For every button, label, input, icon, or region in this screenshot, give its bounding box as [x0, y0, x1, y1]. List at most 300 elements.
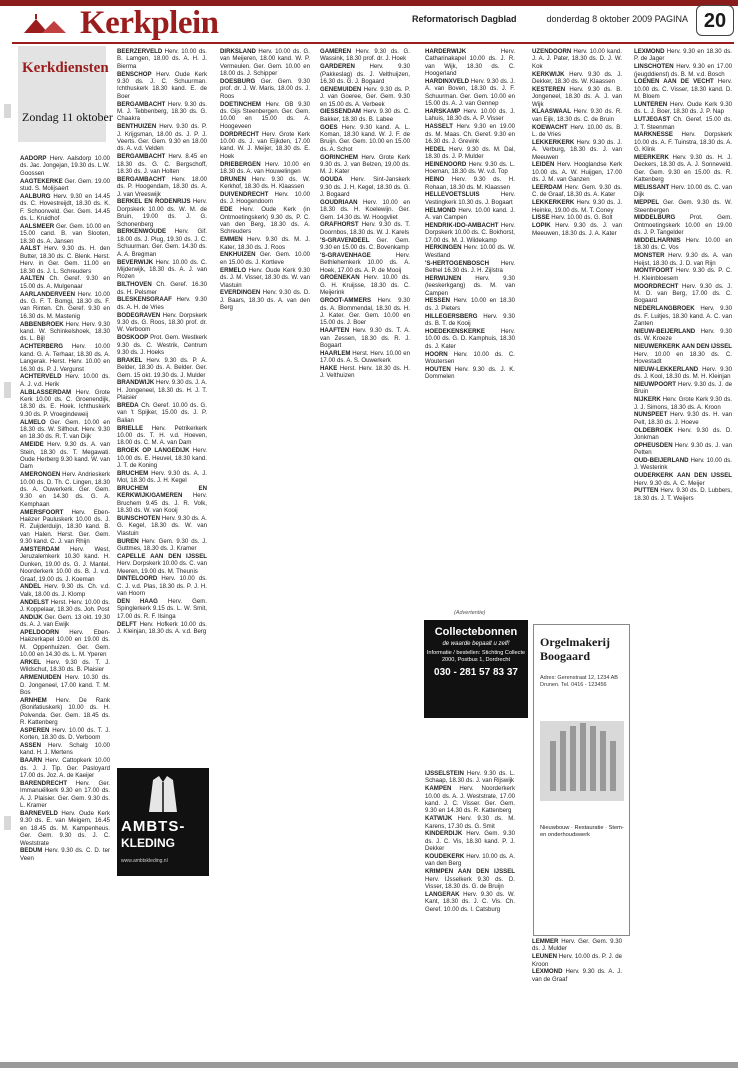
orgel-extra: Nieuwbouw · Restauratie · Stem- en onderhoudswerk — [540, 825, 624, 839]
listing-entry — [532, 86, 622, 108]
listing-place: KAMPEN — [425, 785, 452, 793]
listing-text: Herv. 10.00 en 18.30 ds. C. Hovestadt — [634, 350, 732, 365]
listing-entry — [220, 101, 310, 131]
listing-text: Herv. 9.30 ds. H. van Pelt, 18.30 ds. J. Hoeve — [634, 411, 732, 426]
listing-place: BUREN — [117, 537, 139, 545]
listing-text: Herv. 10.00 kand. J. A. J. Pater, 18.30 ds. D. J. W. Kok — [532, 48, 622, 70]
listing-text: Herv. Schalg 10.00 kand. H. J. Mertens — [20, 742, 110, 757]
listing-place: ANDIJK — [20, 613, 43, 621]
listing-entry — [220, 236, 310, 251]
listing-entry — [117, 470, 207, 485]
listing-place: BERGAMBACHT — [117, 175, 166, 183]
listing-place: BRIELLE — [117, 424, 144, 432]
listing-entry — [634, 472, 732, 487]
listing-text: Herv. Gem. 9.30 ds. J. Guttmes, 18.30 ds. J. Kramer — [117, 537, 207, 553]
listing-place: AALBURG — [20, 192, 51, 200]
listing-entry — [117, 553, 207, 575]
listing-text: Herv. 9.30 ds. J. A. Verburg, 18.30 ds. J. van Meeuwen — [532, 138, 622, 161]
section-title: Kerkdiensten — [22, 60, 109, 76]
listing-place: LEMMER — [532, 938, 559, 945]
listing-place: ALMELO — [20, 418, 46, 426]
listing-entry — [634, 343, 732, 365]
listing-text: Herv. Vestingkerk 10.30 ds. J. Bogaart — [425, 191, 515, 206]
listing-text: Herv. 9.30 ds. J. van Meeuwen, 18.30 ds. J. A. Kater — [532, 222, 622, 237]
listing-entry — [425, 161, 515, 176]
kerkplein-logo-icon — [20, 13, 70, 35]
listing-entry — [117, 357, 207, 379]
listing-place: HAARLEM — [320, 349, 351, 357]
listing-place: HAAFTEN — [320, 327, 350, 335]
listing-text: Herv. Gem. Spinglerkerk 9.15 ds. L. W. Smit, 17.00 ds. R. F. Ilsinga — [117, 598, 207, 620]
listing-entry — [532, 184, 622, 199]
listing-entry — [634, 154, 732, 184]
listing-text: Herv. 9.30 ds. A. C. Meijer — [634, 479, 705, 487]
listing-entry — [425, 351, 515, 366]
listing-entry — [220, 191, 310, 206]
collect-phone[interactable]: 030 - 281 57 83 37 — [434, 667, 518, 678]
listing-text: Herst. Herv. 10.00 en 17.00 ds. A. S. Ouwerkerk — [320, 349, 410, 365]
ambts-ad-body — [117, 768, 209, 876]
listing-place: HELMOND — [425, 206, 456, 214]
listing-text: Herv. 9.30 ds. D. Lubbers, 18.30 ds. J. T. Weijers — [634, 487, 732, 502]
listing-entry — [20, 599, 110, 614]
listing-place: BREDA — [117, 401, 139, 409]
listing-entry — [117, 538, 207, 553]
listing-text: Herv. 9.30 en 18.30 ds. P. de Jager — [634, 48, 732, 63]
listing-entry — [634, 116, 732, 131]
listing-text: Herv. Noorderkerk 10.00 ds. A. J. Weststrate, 17.00 kand. J. C. Visser. Ger. Gem. 9.30 en 14.30 ds. R. Kattenberg — [425, 785, 515, 815]
listing-entry — [425, 48, 515, 78]
listing-entry — [320, 176, 410, 198]
listing-text: Herv. 10.00 ds. A. J. v.d. Herik — [20, 373, 110, 388]
listing-place: LUTJEGAST — [634, 116, 671, 124]
listing-entry — [425, 108, 515, 123]
listing-text: Herv. 10.00 en 18.30 ds. H. Koelewijn. Ger. Gem. 14.30 ds. W. Hoogvliet — [320, 198, 410, 221]
listing-place: BRAKEL — [117, 356, 143, 364]
listing-text: Herv. 10.00 en 18.30 ds. C. Vos — [634, 237, 732, 252]
collect-title: Collectebonnen — [434, 626, 518, 638]
listing-text: Herv. 9.30 kand. A. L. Koman, 18.30 kand. W. J. F. de Bruijn. Ger. Gem. 10.00 en 15.00 ds. A. Schot — [320, 123, 410, 153]
listing-text: Herv. Gem. 9.30 ds. J. C. Vis, 18.30 kand. P. J. Dekker — [425, 830, 515, 853]
listing-entry — [532, 968, 622, 983]
listing-text: Herv. 9.30 ds. F. Luitjes, 18.30 kand. A. C. van Zanten — [634, 305, 732, 328]
listing-column-5 — [425, 48, 515, 608]
listing-text: Herv. 9.30 ds. A. J. Mol, 18.30 ds. J. H. Kegel — [117, 469, 207, 485]
listing-entry — [634, 427, 732, 442]
listing-text: Herv. 10.00 ds. G. van Meijeren, 18.00 kand. W. P. Vermeulen. Ger. Gem. 10.00 en 18.00 ds. J. Schipper — [220, 48, 310, 78]
listing-place: BEVERWIJK — [117, 258, 154, 266]
listing-entry — [20, 343, 110, 373]
listing-text: Ger. Gem. 13 okt. 19.30 ds. A. J. van Ewijk — [20, 613, 110, 629]
listing-text: Herv. 9.30 ds. W. Kroeze — [634, 327, 732, 343]
listing-entry — [220, 131, 310, 161]
listing-entry — [425, 244, 515, 259]
listing-entry — [634, 457, 732, 472]
listing-text: Herv. 9.30 ds. A. J. van de Graaf — [532, 968, 622, 983]
listing-place: BODEGRAVEN — [117, 311, 161, 319]
listing-text: Herv. 9.30 ds. J. A. H. Jongeneel, 18.30 ds. H. J. T. Plaisier — [117, 379, 207, 402]
listing-text: Ch. Geref. 9.30 en 15.00 ds. A. Mulgenaar — [20, 275, 110, 290]
orgelmakerij-ad[interactable] — [533, 624, 630, 936]
listing-place: BEDUM — [20, 847, 43, 855]
listing-entry — [425, 853, 515, 868]
listing-text: Herv. 9.30 ds. M. Dal, 18.30 ds. J. P. Mulder — [425, 145, 515, 161]
page-title: Kerkplein — [80, 5, 219, 41]
listing-text: Herv. Grote Kerk 10.00 ds. J. van Eijkden, 17.00 kand. W. J. Meijer, 18.30 ds. E. Hoek — [220, 130, 310, 160]
listing-entry — [634, 442, 732, 457]
listing-place: HASSELT — [425, 123, 453, 131]
listing-entry — [117, 296, 207, 311]
ambts-web[interactable]: www.ambtskleding.nl — [121, 858, 168, 864]
listing-text: Herv. Ger. Immanuëlkerk 9.30 en 17.00 ds. A. J. Plaisier. Ger. Gem. 9.30 ds. L. Kramer — [20, 779, 110, 810]
listing-place: DIRKSLAND — [220, 48, 256, 55]
listing-place: LEERDAM — [532, 184, 563, 192]
listing-column-5b — [425, 770, 515, 1060]
listing-place: CAPELLE AAN DEN IJSSEL — [117, 552, 207, 560]
listing-place: AALSMEER — [20, 222, 55, 230]
listing-entry — [320, 221, 410, 236]
listing-place: APELDOORN — [20, 629, 59, 637]
listing-entry — [634, 283, 732, 305]
listing-entry — [20, 780, 110, 810]
jacket-icon — [147, 774, 179, 814]
listing-place: ACHTERBERG — [20, 343, 63, 351]
listing-text: Herv. Oude Kerk 9.30 ds. J. M. Visser, 18.30 ds. W. van Vlastuin — [220, 266, 310, 289]
listing-text: Ger. Gem. 10.00 en 18.30 ds. W. Silfhout. Herv. 9.30 en 18.30 ds. R. T. van Dijk — [20, 418, 110, 441]
rail-marker — [4, 816, 11, 830]
listing-place: KLAASWAAL — [532, 108, 571, 116]
listing-place: LEIDEN — [532, 161, 555, 169]
listing-entry — [117, 123, 207, 153]
listing-text: Herv. 10.00 ds. B. L. de Vries — [532, 123, 622, 139]
listing-text: Herv. Dorpskerk 10.00 ds. C. van Meeren, 19.00 ds. M. Theunis — [117, 560, 207, 575]
listing-text: Herv. Aalsdorp 10.00 ds. Jac. Jongejan, 19.30 ds. L.W. Goossen — [20, 155, 110, 177]
listing-entry — [20, 847, 110, 862]
listing-text: Herv. 10.00 ds. C. J. v.d. Plas, 18.30 ds. P. J. H. van Hoorn — [117, 575, 207, 598]
listing-place: ANDEL — [20, 583, 41, 591]
listing-place: MIDDELBURG — [634, 214, 676, 222]
listing-place: LEKKERKERK — [532, 138, 575, 146]
listing-entry — [20, 245, 110, 275]
listing-place: IJSSELSTEIN — [425, 770, 464, 777]
listing-text: Herv. 9.30 ds. P. A. Belder, 18.30 ds. A. Belder. Ger. Gem. 15 okt. 19.30 ds. J. Mulder — [117, 356, 207, 379]
listing-place: BERGAMBACHT — [117, 153, 166, 161]
listing-text: Herv. 9.30 ds. J. A. van Boven, 18.30 ds. J. F. Schuurman. Ger. Gem. 10.00 en 15.00 ds. A. J. van Gennep — [425, 78, 515, 108]
listing-entry — [20, 291, 110, 321]
listing-text: Herv. Cattopkerk 10.00 ds. J. J. Tip. Ger. Pasloyard 17.00 ds. Joz. A. de Kaeijer — [20, 757, 110, 780]
listing-place: GIESSENDAM — [320, 108, 361, 116]
orgel-address: Adres: Gerenstraat 12, 1234 AB Drunen. Tel. 0416 - 123456 — [540, 675, 618, 688]
listing-place: EVERDINGEN — [220, 289, 261, 297]
listing-text: Herst. Herv. 18.30 ds. H. J. Velthuizen — [320, 364, 410, 380]
listing-text: Herv. West, Jeruzalemkerk 10.30 kand. H. Dunken, 19.00 ds. G. J. Mantel. Noorderkerk 10.00 ds. B. J. v.d. Graaf, 19.00 ds. J. Koeman — [20, 545, 110, 583]
listing-text: Herv. IJsselkerk 9.30 ds. D. Visser, 18.30 ds. G. de Bruijn — [425, 875, 515, 891]
listing-entry — [20, 471, 110, 508]
issue-date: donderdag 8 oktober 2009 PAGINA — [546, 14, 688, 24]
listing-text: Herv. 8.45 en 18.30 ds. G. C. Bergschoff, 18.30 ds. J. van Holten — [117, 153, 207, 176]
listing-entry — [220, 267, 310, 289]
listing-text: Herv. 9.30 ds. D. Jonkman — [634, 426, 732, 441]
listing-text: Herv. Gif. 18.00 ds. J. Plug, 19.30 ds. J. C. Schuurman. Ger. Gem. 14.30 ds. A. A. Bregman — [117, 228, 207, 258]
listing-place: NIJKERK — [634, 396, 661, 404]
listing-entry — [20, 583, 110, 598]
listing-text: Herv. Bethel 16.30 ds. J. H. Zijlstra — [425, 259, 515, 275]
listing-text: Herv. 9.30 ds. P. J. Krijgsman, 18.00 ds. J. P. J. Veerts. Ger. Gem. 9.30 en 18.00 ds. A. v.d. Velden — [117, 123, 207, 153]
listing-place: DUIVENDRECHT — [220, 191, 269, 199]
listing-place: UZENDOORN — [532, 48, 572, 55]
listing-place: ARKEL — [20, 659, 41, 667]
listing-place: DRUNEN — [220, 175, 247, 183]
listing-text: Ch. Geref. 16.30 ds. H. Pelsmer — [117, 281, 207, 296]
listing-place: DORDRECHT — [220, 130, 259, 138]
listing-place: ASPEREN — [20, 726, 50, 734]
listing-text: Herv. 9.30 ds. H. J. Deckers, 18.30 ds. A. J. Sonneveld. Ger. Gem. 9.30 en 15.00 ds. R. Kattenberg — [634, 154, 732, 184]
listing-text: Herv. 18.00 ds. P. Hoogendam, 18.30 ds. A. J. van Vreeswijk — [117, 175, 207, 198]
collectebonnen-ad[interactable] — [424, 610, 531, 765]
listing-entry — [20, 697, 110, 727]
listing-text: Herv. 10.00 ds. G. H. Kruijsse, 18.30 ds. C. Meijerink — [320, 274, 410, 297]
listing-place: HAKE — [320, 364, 338, 372]
listing-text: Herv. 9.30 ds. W. Kant, 18.30 ds. J. C. Vis. Ch. Geref. 10.00 ds. I. Catsburg — [425, 890, 515, 913]
listing-place: NIEUW-BEIJERLAND — [634, 327, 696, 335]
listing-entry — [117, 575, 207, 597]
listing-place: HEDEL — [425, 145, 446, 153]
listing-place: OLDEBROEK — [634, 426, 673, 434]
listing-entry — [425, 146, 515, 161]
listing-place: 'S-HERTOGENBOSCH — [425, 259, 489, 267]
listing-place: HESSEN — [425, 297, 451, 305]
listing-place: KINDERDIJK — [425, 830, 463, 838]
listing-text: Herv. 9.30 ds. D. J. Baars, 18.30 ds. A. van den Berg — [220, 289, 310, 312]
listing-place: GORINCHEM — [320, 153, 358, 161]
listing-entry — [117, 228, 207, 258]
listing-place: NIEUW-LEKKERLAND — [634, 365, 699, 373]
listing-text: Herv. Catharinakapel 10.00 ds. J. R. van Wijk, 18.30 ds. C. Hoogerland — [425, 48, 515, 78]
listing-place: HILLEGERSBERG — [425, 312, 478, 320]
listing-text: Herv. 9.30 ds. Ch. v.d. Valk, 18.00 ds. J. Klomp — [20, 583, 110, 598]
listing-text: Herv. 9.30 en 14.45 ds. C. Hovestreijdt, 18.30 ds. K. F. Schoonveld. Ger. Gem. 14.45 ds. L. Kruidhof — [20, 192, 110, 223]
listing-entry — [20, 275, 110, 290]
listing-column-6b — [532, 938, 622, 1063]
listing-entry — [425, 191, 515, 206]
listing-text: Herv. 10.00 ds. J. Hoogendoorn — [220, 191, 310, 206]
listing-entry — [425, 78, 515, 108]
listing-place: BLESKENSGRAAF — [117, 296, 172, 304]
listing-text: Herv. 9.30 ds. H. Rohaan, 18.30 ds. M. Klaassen — [425, 176, 515, 191]
listing-entry — [425, 891, 515, 913]
listing-entry — [20, 389, 110, 419]
listing-text: Ch. Geref. 10.00 ds. G. van 't Spijker, 15.00 ds. J. P. Balian — [117, 401, 207, 424]
listing-text: Herv. 10.00 kand. G. A. Terhaar, 18.30 ds. A. Langerak. Herst. Herv. 10.00 en 16.30 ds. P. J. Vergunst — [20, 343, 110, 373]
listing-entry — [634, 328, 732, 343]
listing-text: Herv. 9.30 en 19.00 ds. M. Maas. Ch. Geref. 9.30 en 16.30 ds. J. Grevink — [425, 123, 515, 146]
listing-text: Herv. 9.30 ds. J. de Bruin — [634, 380, 732, 396]
listing-entry — [117, 621, 207, 636]
listing-entry — [20, 727, 110, 742]
listing-place: AAGTEKERKE — [20, 177, 63, 185]
ad-label: (Advertentie) — [454, 610, 486, 616]
listing-text: Ger. Gem. 9.30 ds. W. Steenbergen — [634, 199, 732, 214]
listing-entry — [20, 546, 110, 583]
listing-place: LANGERAK — [425, 890, 460, 898]
listing-place: GROOT-AMMERS — [320, 297, 372, 305]
listing-place: LEUNEN — [532, 953, 558, 961]
listing-text: Herv. Oude Kerk 9.30 ds. J. C. Schuurman. Ichthuskerk 18.30 kand. E. de Boer — [117, 70, 207, 100]
listing-entry — [634, 131, 732, 153]
listing-text: Herv. 10.00 ds. G. Bolt — [549, 214, 613, 222]
listing-entry — [425, 297, 515, 312]
listing-text: Herv. GB 9.30 ds. Gijs Steenbergen. Ger. Gem. 10.00 en 15.00 ds. A. Hoogeveen — [220, 100, 310, 130]
listing-text: Herv. Bethlehemkerk 10.00 ds. A. Hoek, 17.00 ds. A. P. de Mooij — [320, 251, 410, 274]
listing-place: MEERKERK — [634, 154, 669, 162]
listing-entry — [20, 614, 110, 629]
listing-place: MEPPEL — [634, 199, 660, 207]
listing-place: MONSTER — [634, 252, 665, 260]
listing-text: Herv. 9.30 en 17.00 (jeugddienst) ds. B. M. v.d. Bosch — [634, 63, 732, 78]
listing-entry — [20, 419, 110, 441]
listing-text: Herv. 9.30 ds. T. Doornbos, 18.30 ds. W. J. Karels — [320, 221, 410, 236]
listing-place: GOUDA — [320, 176, 343, 184]
listing-text: Herv. 9.30 ds. A. van Heijst, 18.30 ds. J. D. van Rijn — [634, 252, 732, 267]
listing-place: ARNHEM — [20, 696, 47, 704]
listing-text: Herv. Andrieskerk 10.00 ds. D. Th. C. Lingen, 18.30 ds. A. Ouwerkerk. Ger. Gem. 9.30 en 14.30 ds. G. A. Kemphaan — [20, 471, 110, 508]
listing-entry — [532, 938, 622, 953]
listing-text: Herv. 9.30 ds. B. T. de Kooij — [425, 312, 515, 328]
listing-text: Herv. 9.30 ds. A. H. de Vries — [117, 296, 207, 311]
listing-place: AALTEN — [20, 275, 45, 283]
page-number: 20 — [696, 5, 734, 36]
listing-place: GROENEKAN — [320, 274, 360, 282]
listing-entry — [20, 757, 110, 779]
ambts-name: AMBTS- — [121, 818, 186, 835]
listing-text: Herv. 10.00 ds. C. Mijderwijk, 18.30 ds. A. J. van Rozen — [117, 258, 207, 281]
listing-entry — [532, 71, 622, 86]
listing-entry — [634, 381, 732, 396]
listing-text: Herv. 10.00 ds. W. Westland — [425, 244, 515, 259]
listing-place: ALBLASSERDAM — [20, 388, 72, 396]
listing-place: OUDERKERK AAN DEN IJSSEL — [634, 472, 732, 480]
listing-text: Herv. 9.30 ds. J. M. D. van Berg, 17.00 ds. C. Bogaard — [634, 282, 732, 305]
listing-place: KOEWACHT — [532, 123, 568, 131]
bottom-bar — [0, 1062, 738, 1068]
listing-entry — [532, 108, 622, 123]
listing-entry — [634, 214, 732, 236]
listing-place: DINTELOORD — [117, 575, 158, 583]
listing-place: BROEK OP LANGEDIJK — [117, 447, 190, 455]
listing-place: ABBENBROEK — [20, 320, 64, 328]
rail-marker — [4, 104, 11, 118]
listing-entry — [20, 810, 110, 847]
listing-entry — [634, 366, 732, 381]
listing-text: Herv. 9.30 ds. J. Heinke, 19.00 ds. M. T. Coney — [532, 199, 622, 214]
listing-text: Herv. 10.00 ds. A. van den Berg — [425, 853, 515, 868]
listing-entry — [20, 223, 110, 245]
listing-place: BENTHUIZEN — [117, 123, 157, 131]
listing-place: ENKHUIZEN — [220, 251, 256, 259]
listing-text: Herv. Dorpskerk 9.30 ds. G. Roos, 18.30 prof. dr. W. Verboom — [117, 311, 207, 334]
section-date: Zondag 11 oktober — [22, 110, 113, 124]
listing-entry — [532, 139, 622, 161]
listing-place: KRIMPEN AAN DEN IJSSEL — [425, 868, 515, 876]
listing-entry — [425, 313, 515, 328]
listing-text: Prot. Gem. Ontmoetingskerk 10.00 en 19.00 ds. J. P. Tangelder — [634, 214, 732, 237]
listing-text: Herv. 9.30 ds. W. Kerkhof, 18.30 ds. H. Klaassen — [220, 175, 310, 191]
listing-place: AARLANDERVEEN — [20, 290, 76, 298]
listing-entry — [20, 441, 110, 471]
listing-text: Herv. 9.30 ds. M. Karens, 17.30 ds. G. Smit — [425, 815, 515, 830]
listing-entry — [320, 154, 410, 176]
listing-entry — [117, 281, 207, 296]
listing-entry — [425, 366, 515, 381]
listing-place: BRANDWIJK — [117, 379, 155, 387]
listing-text: Herv. Hofkerk 10.00 ds. J. Kleinjan, 18.30 ds. A. v.d. Berg — [117, 620, 207, 636]
listing-entry — [320, 199, 410, 221]
ambtskleding-ad[interactable] — [117, 768, 209, 876]
listing-place: LEKKERKERK — [532, 199, 575, 207]
listing-entry — [532, 199, 622, 214]
listing-text: Herv. 10.00 ds. G. F. T. Bomgi, 18.30 ds. F. van Rinten. Ch. Geref. 9.30 en 16.30 ds. M. Mastenig — [20, 290, 110, 320]
listing-text: Herv. Grote Kerk 9.30 ds. J. van Belzen, 19.00 ds. M. J. Kater — [320, 153, 410, 176]
listing-place: HARDERWIJK — [425, 48, 467, 55]
listing-place: AMERONGEN — [20, 471, 61, 479]
listing-place: BILTHOVEN — [117, 281, 152, 289]
listing-entry — [425, 328, 515, 350]
listing-text: Herv. 9.30 (leeskerkgang) ds. M. van Campen — [425, 274, 515, 297]
listing-entry — [425, 222, 515, 244]
listing-text: Ch. Geref. 15.00 ds. J. T. Steenman — [634, 116, 732, 131]
listing-place: LUNTEREN — [634, 101, 668, 109]
listing-place: ANDELST — [20, 598, 49, 606]
listing-place: BUNSCHOTEN — [117, 515, 160, 522]
listing-place: ACHTERVELD — [20, 373, 62, 381]
listing-place: KESTEREN — [532, 85, 566, 93]
listing-text: Herv. Eben-Haëzer Pauluskerk 10.00 ds. J. R. Zuijderduijn, 18.30 kand. B. van Halen. Herst. Ger. Gem. 9.30 kand. C. J. van Rhijn — [20, 508, 110, 546]
listing-text: Herv. 9.30 ds. P. C. H. Kleinbloesem — [634, 267, 732, 282]
listing-text: Herv. Sint-Janskerk 9.30 ds. J. H. Kegel, 18.30 ds. G. J. Bogaard — [320, 176, 410, 199]
listing-place: MOORDRECHT — [634, 282, 679, 290]
listing-text: Herv. 10.00 ds. C. Visser, 18.30 kand. D. M. Bloem — [634, 78, 732, 101]
listing-entry — [320, 274, 410, 296]
listing-entry — [320, 252, 410, 274]
listing-text: Herv. 9.30 ds. T. J. Wildschut, 18.30 ds. B. Plaisier — [20, 659, 110, 674]
listing-text: Ger. Gem. 10.00 en 15.00 cand. B. van Slooten, 18.30 ds. A. Jansen — [20, 222, 110, 245]
listing-place: AMEIDE — [20, 441, 44, 449]
listing-entry — [117, 176, 207, 198]
listing-place: BRUCHEM — [117, 469, 149, 477]
listing-column-3 — [220, 48, 310, 1063]
listing-entry — [320, 350, 410, 365]
listing-place: NUNSPEET — [634, 411, 668, 419]
listing-text: Herv. 10.00 ds. P. J. de Kroon — [532, 953, 622, 968]
listing-entry — [532, 214, 622, 221]
listing-entry — [220, 206, 310, 236]
listing-text: Herv. 9.30 ds. A. G. Kegel, 18.30 ds. W. van Vlastuin — [117, 515, 207, 537]
listing-place: LOENEN AAN DE VECHT — [634, 78, 714, 86]
listing-place: HOEDEKENSKERKE — [425, 327, 485, 335]
listing-entry — [117, 425, 207, 447]
listing-place: BERGAMBACHT — [117, 100, 166, 108]
orgel-title: Orgelmakerij Boogaard — [540, 635, 610, 663]
listing-entry — [634, 267, 732, 282]
listing-text: Herv. 10.00 ds. J. Lahuis, 18.30 ds. A. P. Visser — [425, 108, 515, 123]
listing-entry — [117, 379, 207, 401]
listing-text: Herv. Hooglandse Kerk 10.00 ds. A. W. Huijgen, 17.00 ds. J. M. van Ganzen — [532, 161, 622, 184]
listing-text: Herv. 9.30 ds. L. Hoeman, 18.30 ds. W. v.d. Top — [425, 161, 515, 176]
listing-place: ARMENUIDEN — [20, 674, 62, 682]
listing-place: BRUCHEM EN KERKWIJK/GAMEREN — [117, 484, 207, 500]
listing-place: 'S-GRAVENDEEL — [320, 236, 370, 244]
listing-place: ASSEN — [20, 742, 41, 750]
